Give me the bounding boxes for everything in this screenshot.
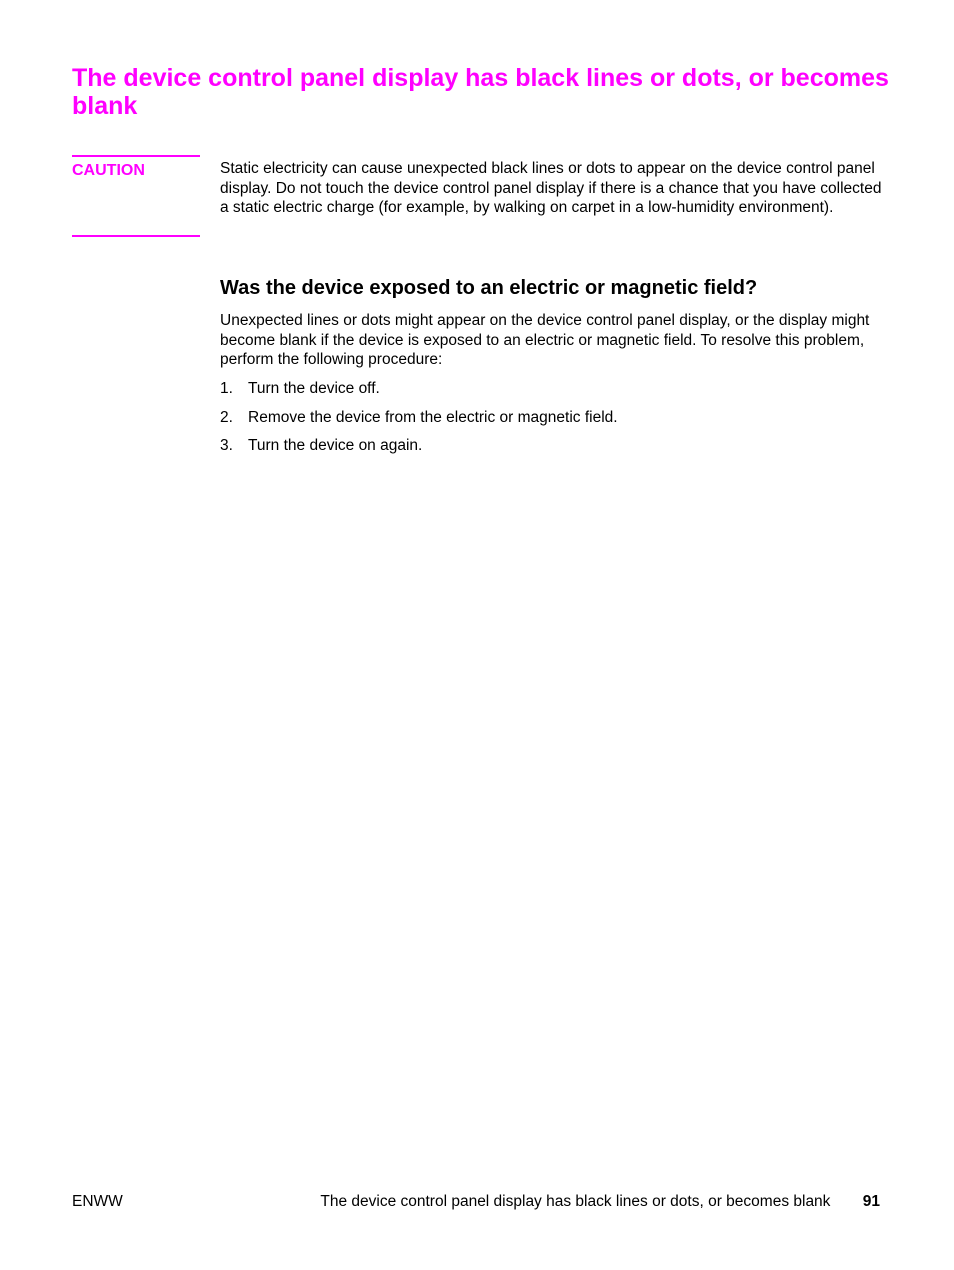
step-number: 2. [220, 408, 233, 426]
footer-right [320, 1192, 880, 1211]
step-item [220, 379, 885, 399]
procedure-steps [220, 379, 885, 465]
caution-bottom-rule [72, 235, 200, 237]
step-number: 3. [220, 437, 233, 454]
step-text: Remove the device from the electric or magnetic field. [248, 408, 618, 426]
section-heading: Was the device exposed to an electric or magnetic field? [220, 277, 758, 299]
footer-chapter-title: The device control panel display has black lines or dots, or becomes blank [320, 1193, 831, 1210]
caution-label: CAUTION [72, 162, 145, 179]
footer-doc-code: ENWW [72, 1193, 123, 1210]
caution-text: Static electricity can cause unexpected black lines or dots to appear on the device control panel display. Do not touch the device control panel display if there is a chance that you have collected a static electric charge (for example, by walking on carpet in a low-humidity environment). [220, 160, 882, 216]
step-text: Turn the device on again. [248, 437, 423, 454]
step-item [220, 408, 885, 428]
step-item [220, 436, 885, 456]
footer-page-number: 91 [862, 1193, 880, 1210]
section-intro: Unexpected lines or dots might appear on the device control panel display, or the display might become blank if the device is exposed to an electric or magnetic field. To resolve this problem, perform the following procedure: [220, 312, 870, 368]
step-text: Turn the device off. [248, 380, 380, 397]
step-number: 1. [220, 380, 233, 397]
caution-top-rule [72, 155, 200, 157]
page-title: The device control panel display has black lines or dots, or becomes blank [72, 64, 889, 120]
